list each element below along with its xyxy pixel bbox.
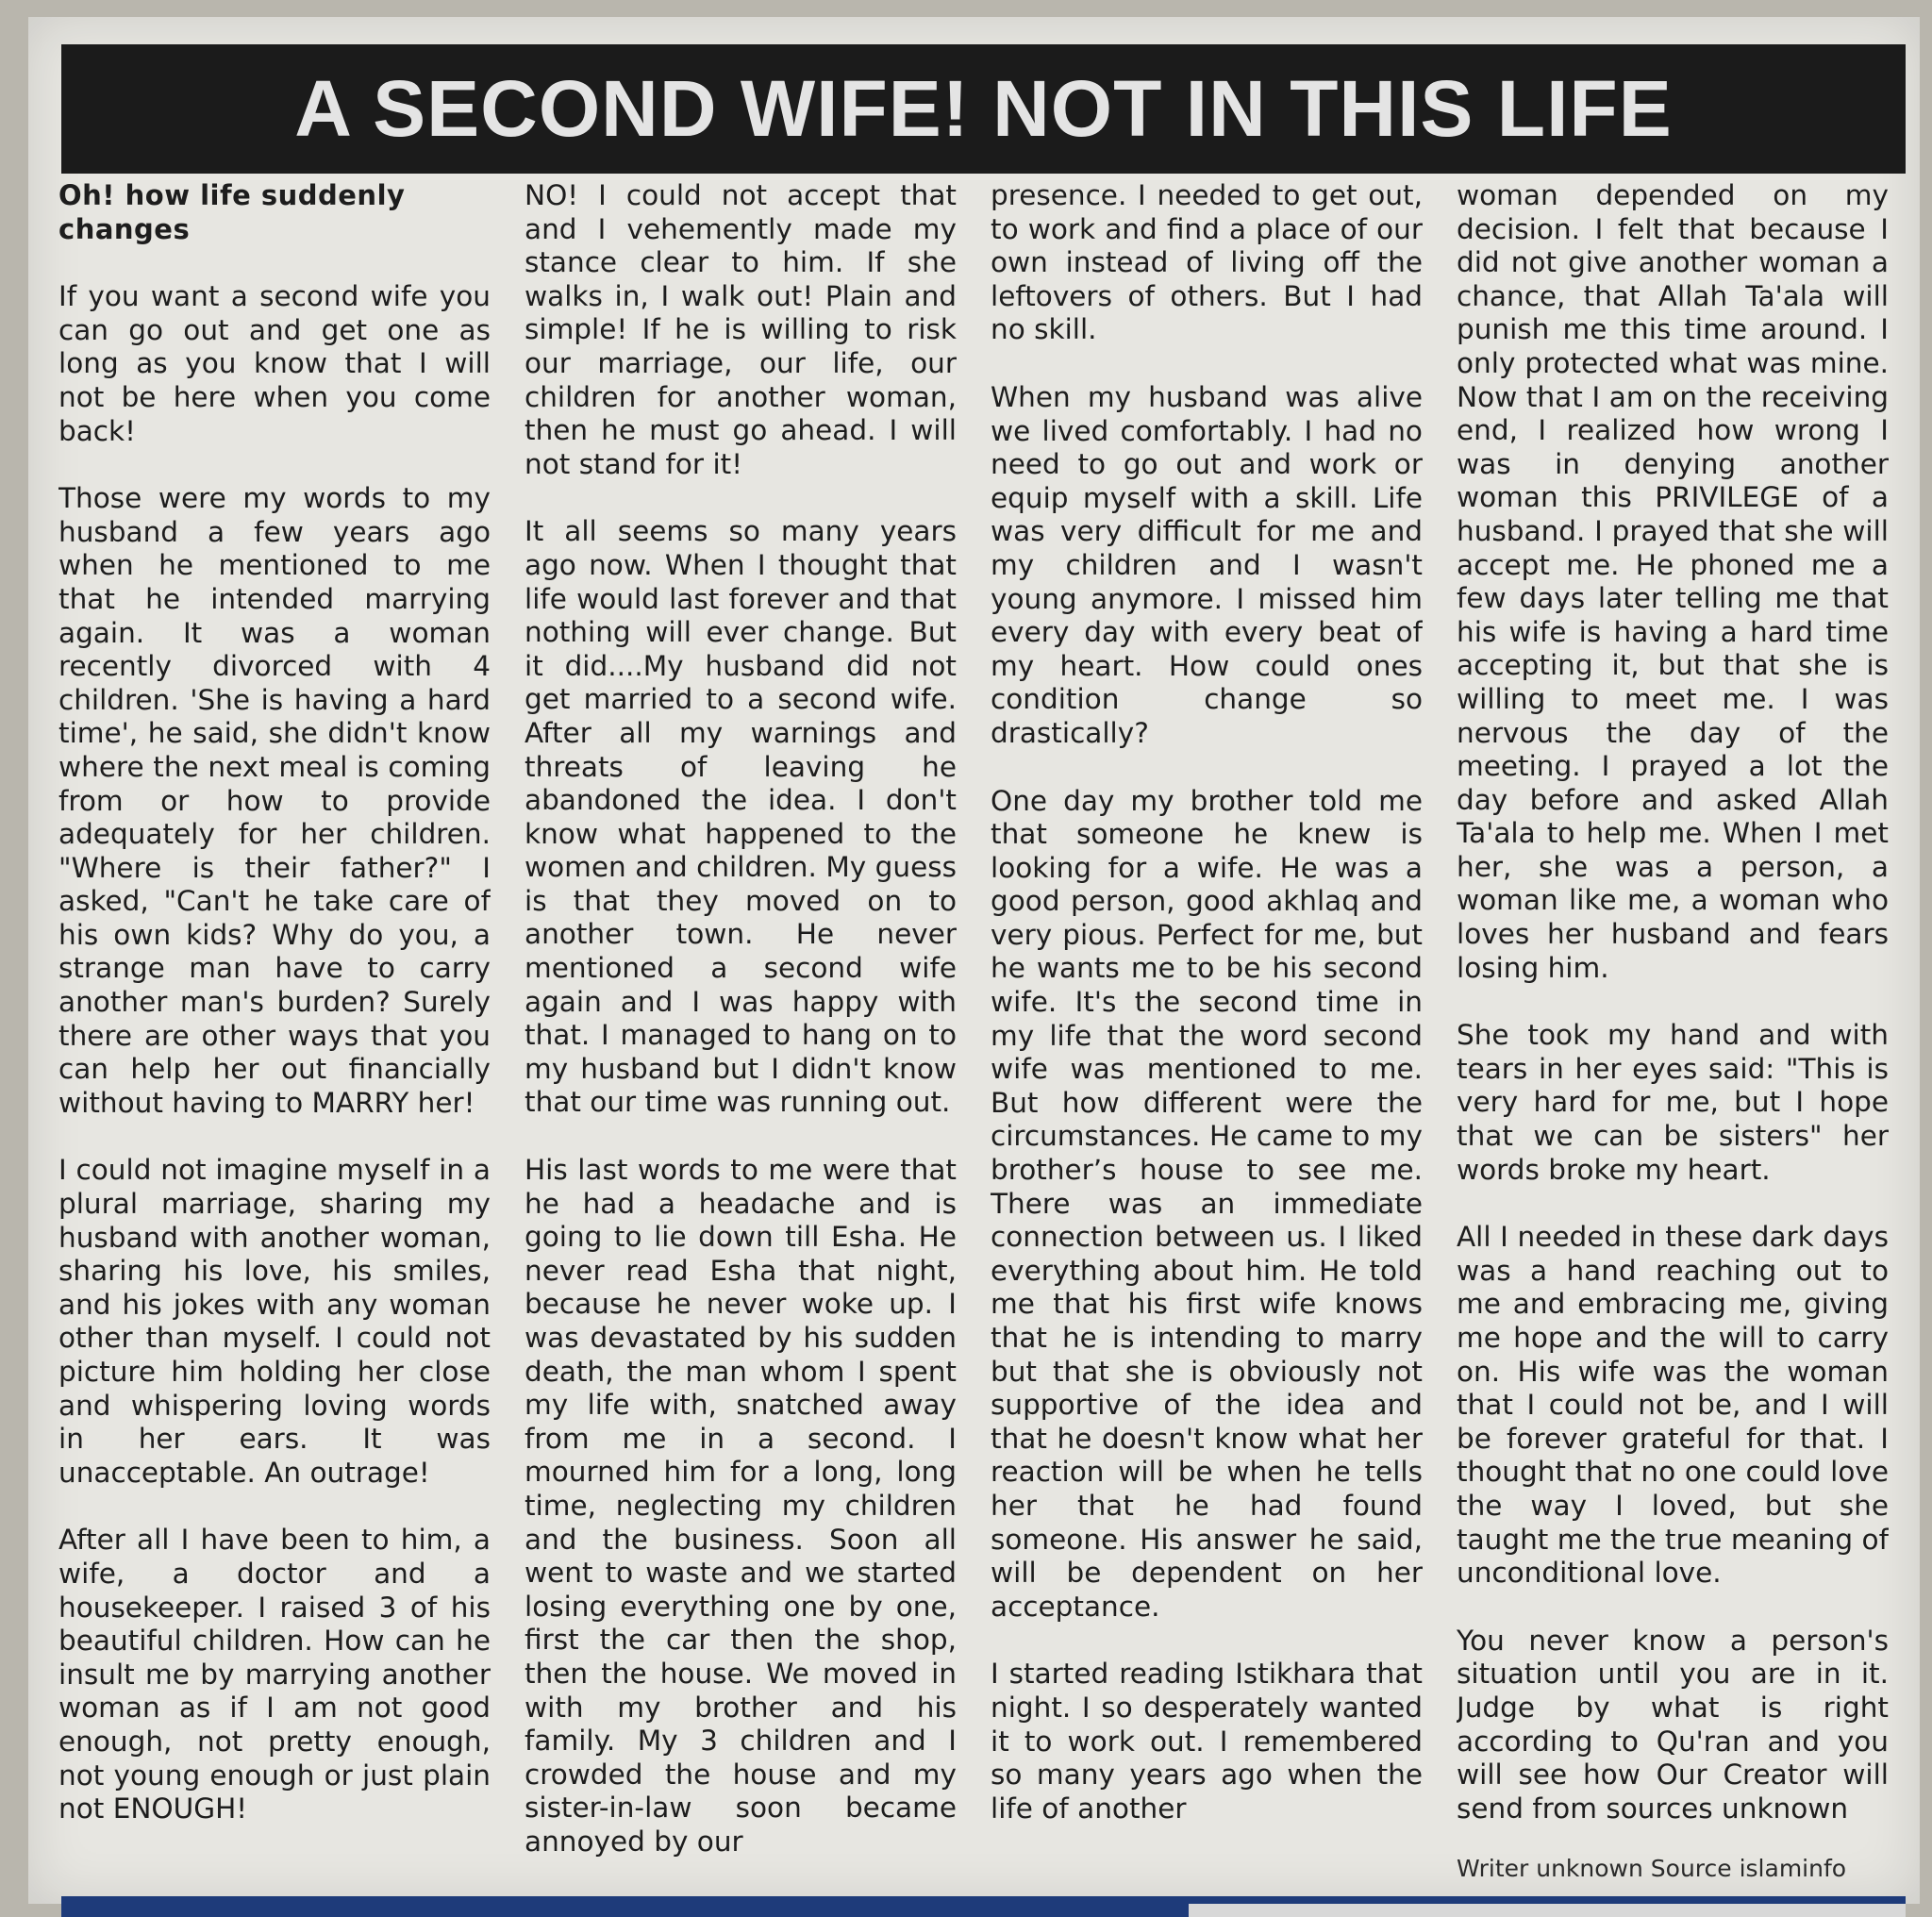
source-credit: Writer unknown Source islaminfo [1457,1855,1847,1883]
body-paragraph: presence. I needed to get out, to work and find a place of our own instead of living off the leftovers of others. But I had no skill. [991,179,1423,346]
title-banner [61,44,1906,174]
body-paragraph: After all I have been to him, a wife, a doctor and a housekeeper. I raised 3 of his beautiful children. How can he insult me by marrying another woman as if I am not good enough, not pretty enough, not young enough or just plain not ENOUGH! [58,1524,491,1825]
column-4 [1457,179,1889,1892]
body-paragraph: She took my hand and with tears in her eyes said: "This is very hard for me, but I hope that we can be sisters" her words broke my heart. [1457,1019,1889,1186]
article-body [58,179,1903,1892]
body-paragraph: I could not imagine myself in a plural marriage, sharing my husband with another woman, sharing his love, his smiles, and his jokes with any woman other than myself. I could not picture him holding her close and whispering loving words in her ears. It was unacceptable. An outrage! [58,1154,491,1489]
column-1 [58,179,491,1892]
body-paragraph: His last words to me were that he had a headache and is going to lie down till Esha. He never read Esha that night, because he never woke up. I was devastated by his sudden death, the man whom I spent my life with, snatched away from me in a second. I mourned him for a long, long time, neglecting my children and the business. Soon all went to waste and we started losing everything one by one, first the car then the shop, then the house. We moved in with my brother and his family. My 3 children and I crowded the house and my sister-in-law soon became annoyed by our [525,1154,957,1858]
body-paragraph: If you want a second wife you can go out and get one as long as you know that I will not be here when you come back! [58,280,491,447]
article-title: A SECOND WIFE! NOT IN THIS LIFE [294,64,1673,153]
body-paragraph: Those were my words to my husband a few years ago when he mentioned to me that he intended marrying again. It was a woman recently divorced with 4 children. 'She is having a hard time', he said, she didn't know where the next meal is coming from or how to provide adequately for her children. "Where is their father?" I asked, "Can't he take care of his own kids? Why do you, a strange man have to carry another man's burden? Surely there are other ways that you can help her out financially without having to MARRY her! [58,482,491,1119]
body-paragraph: One day my brother told me that someone he knew is looking for a wife. He was a good person, good akhlaq and very pious. Perfect for me, but he wants me to be his second wife. It's the second time in my life that the word second wife was mentioned to me. But how different were the circumstances. He came to my brother’s house to see me. There was an immediate connection between us. I liked everything about him. He told me that his first wife knows that he is intending to marry but that she is obviously not supportive of the idea and that he doesn't know what her reaction will be when he tells her that he had found someone. His answer he said, will be dependent on her acceptance. [991,784,1423,1623]
body-paragraph: All I needed in these dark days was a hand reaching out to me and embracing me, giving me hope and the will to carry on. His wife was the woman that I could not be, and I will be forever grateful for that. I thought that no one could love the way I loved, but she taught me the true meaning of unconditional love. [1457,1221,1889,1590]
body-paragraph: woman depended on my decision. I felt that because I did not give another woman a chance, that Allah Ta'ala will punish me this time around. I only protected what was mine. Now that I am on the receiving end, I realized how wrong I was in denying another woman this PRIVILEGE of a husband. I prayed that she will accept me. He phoned me a few days later telling me that his wife is having a hard time accepting it, but that she is willing to meet me. I was nervous the day of the meeting. I prayed a lot the day before and asked Allah Ta'ala to help me. When I met her, she was a person, a woman like me, a woman who loves her husband and fears losing him. [1457,179,1889,984]
body-paragraph: When my husband was alive we lived comfortably. I had no need to go out and work or equip myself with a skill. Life was very difficult for me and my children and I wasn't young anymore. I missed him every day with every beat of my heart. How could ones condition change so drastically? [991,380,1423,749]
column-3 [991,179,1423,1892]
section-heading: Oh! how life suddenly changes [58,179,406,245]
strip-highlight [1189,1904,1906,1917]
body-paragraph: NO! I could not accept that and I vehemently made my stance clear to him. If she walks in, I walk out! Plain and simple! If he is willing to risk our marriage, our life, our children for another woman, then he must go ahead. I will not stand for it! [525,179,957,480]
next-article-strip [61,1896,1906,1917]
body-paragraph: I started reading Istikhara that night. I so desperately wanted it to work out. I remembered so many years ago when the life of another [991,1658,1423,1825]
body-paragraph: It all seems so many years ago now. When I thought that life would last forever and that nothing will ever change. But it did....My husband did not get married to a second wife. After all my warnings and threats of leaving he abandoned the idea. I don't know what happened to the women and children. My guess is that they moved on to another town. He never mentioned a second wife again and I was happy with that. I managed to hang on to my husband but I didn't know that our time was running out. [525,515,957,1119]
body-paragraph: You never know a person's situation until you are in it. Judge by what is right according to Qu'ran and you will see how Our Creator will send from sources unknown [1457,1624,1889,1825]
column-2 [525,179,957,1892]
